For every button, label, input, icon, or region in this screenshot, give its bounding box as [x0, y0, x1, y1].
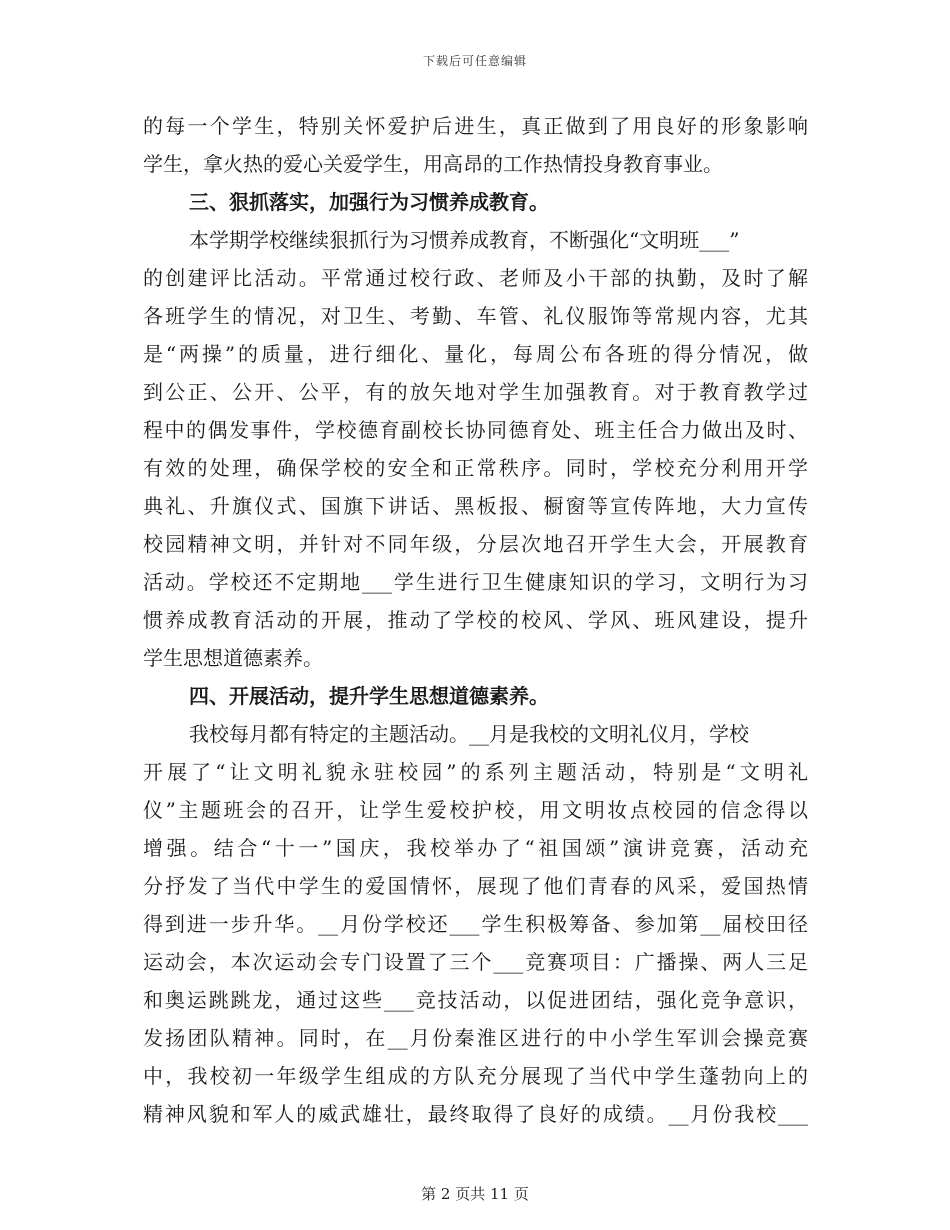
page-header: 下载后可任意编辑 [422, 54, 527, 68]
body-text-line: 到公正、公开、公平，有的放矢地对学生加强教育。对于教育教学过 [143, 380, 808, 404]
body-text-line: 是“两操”的质量，进行细化、量化，每周公布各班的得分情况，做 [143, 342, 808, 366]
body-text-line: 运动会，本次运动会专门设置了三个___竞赛项目：广播操、两人三足 [143, 950, 808, 974]
body-text-line: 得到进一步升华。__月份学校还___学生积极筹备、参加第__届校田径 [143, 912, 808, 936]
body-text-line: 程中的偶发事件，学校德育副校长协同德育处、班主任合力做出及时、 [143, 418, 808, 442]
section-heading: 四、开展活动，提升学生思想道德素养。 [189, 684, 549, 708]
body-text-line: 的创建评比活动。平常通过校行政、老师及小干部的执勤，及时了解 [143, 266, 808, 290]
body-text-line: 学生，拿火热的爱心关爱学生，用高昂的工作热情投身教育事业。 [143, 152, 723, 176]
body-text-line: 和奥运跳跳龙，通过这些___竞技活动，以促进团结，强化竞争意识， [143, 988, 808, 1012]
body-text-line: 的每一个学生，特别关怀爱护后进生，真正做到了用良好的形象影响 [143, 114, 808, 138]
body-text-line: 有效的处理，确保学校的安全和正常秩序。同时，学校充分利用开学 [143, 456, 808, 480]
body-text-line: 精神风貌和军人的威武雄壮，最终取得了良好的成绩。__月份我校___ [143, 1102, 808, 1126]
body-text-line: 中，我校初一年级学生组成的方队充分展现了当代中学生蓬勃向上的 [143, 1064, 808, 1088]
body-text-line: 开展了“让文明礼貌永驻校园”的系列主题活动，特别是“文明礼 [143, 760, 808, 784]
body-text-line: 发扬团队精神。同时，在__月份秦淮区进行的中小学生军训会操竞赛 [143, 1026, 808, 1050]
section-heading: 三、狠抓落实，加强行为习惯养成教育。 [189, 190, 549, 214]
body-text-line: 本学期学校继续狠抓行为习惯养成教育，不断强化“文明班___” [189, 228, 740, 252]
body-text-line: 学生思想道德素养。 [143, 646, 323, 670]
body-text-line: 增强。结合“十一”国庆，我校举办了“祖国颂”演讲竞赛，活动充 [143, 836, 808, 860]
document-body [143, 107, 808, 1133]
page-number-footer: 第 2 页共 11 页 [421, 1185, 529, 1203]
body-text-line: 典礼、升旗仪式、国旗下讲话、黑板报、橱窗等宣传阵地，大力宣传 [143, 494, 808, 518]
body-text-line: 惯养成教育活动的开展，推动了学校的校风、学风、班风建设，提升 [143, 608, 808, 632]
body-text-line: 我校每月都有特定的主题活动。__月是我校的文明礼仪月，学校 [189, 722, 749, 746]
body-text-line: 活动。学校还不定期地___学生进行卫生健康知识的学习，文明行为习 [143, 570, 808, 594]
body-text-line: 仪”主题班会的召开，让学生爱校护校，用文明妆点校园的信念得以 [143, 798, 808, 822]
body-text-line: 各班学生的情况，对卫生、考勤、车管、礼仪服饰等常规内容，尤其 [143, 304, 808, 328]
body-text-line: 校园精神文明，并针对不同年级，分层次地召开学生大会，开展教育 [143, 532, 808, 556]
body-text-line: 分抒发了当代中学生的爱国情怀，展现了他们青春的风采，爱国热情 [143, 874, 808, 898]
